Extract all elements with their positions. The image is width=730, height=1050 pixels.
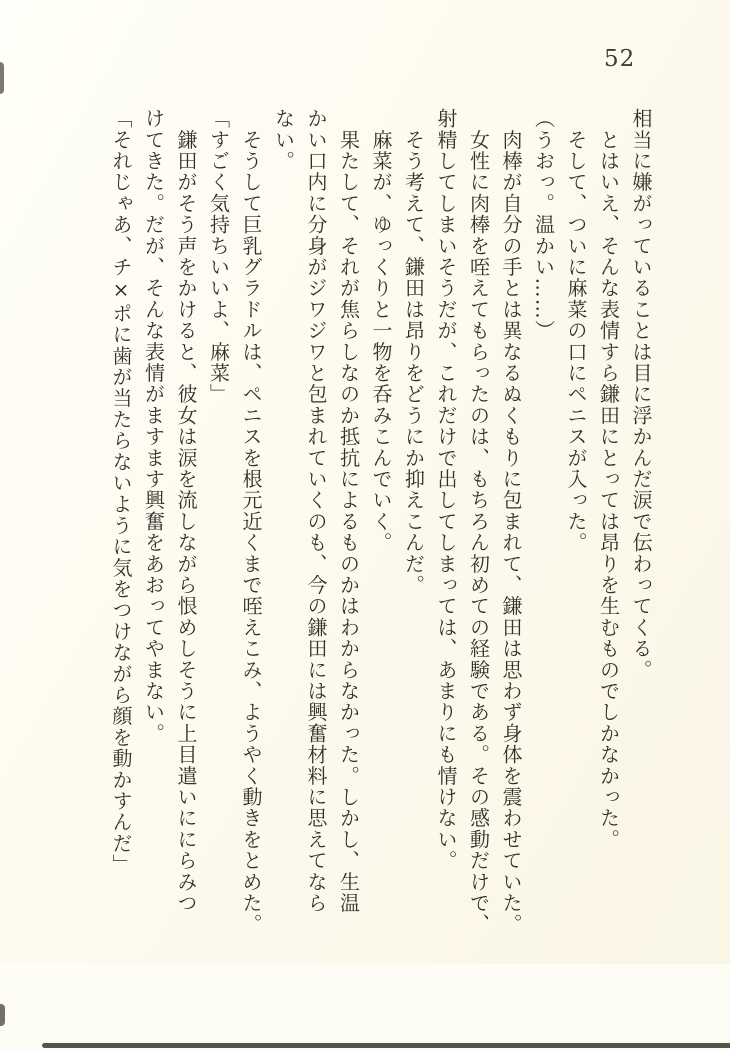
text-column: 麻菜が、ゆっくりと一物を呑みこんでいく。 xyxy=(369,108,393,554)
text-column: 鎌田がそう声をかけると、彼女は涙を流しながら恨めしそうに上目遣いににらみつ xyxy=(174,108,198,914)
scan-edge-mark xyxy=(0,1004,5,1026)
vertical-text-block xyxy=(105,108,658,954)
text-column: そう考えて、鎌田は昂りをどうにか抑えこんだ。 xyxy=(401,108,426,596)
text-column: 相当に嫌がっていることは目に浮かんだ涙で伝わってくる。 xyxy=(629,108,653,681)
text-column: そして、ついに麻菜の口にペニスが入った。 xyxy=(564,108,588,554)
text-column: 「すごく気持ちいいよ、麻菜」 xyxy=(206,108,231,405)
scan-edge-mark xyxy=(0,62,4,94)
text-column: とはいえ、そんな表情すら鎌田にとっては昂りを生むものでしかなかった。 xyxy=(596,108,621,850)
text-column: 射精してしまいそうだが、これだけで出してしまっては、あまりにも情けない。 xyxy=(434,108,458,872)
text-column: 女性に肉棒を咥えてもらったのは、もちろん初めての経験である。その感動だけで、 xyxy=(466,108,491,935)
text-column: （うおっ。温かい……） xyxy=(531,108,556,342)
text-column: 果たして、それが焦らしなのか抵抗によるものかはわからなかった。しかし、生温 xyxy=(336,108,361,914)
text-column: ない。 xyxy=(271,108,296,172)
page-number: 52 xyxy=(604,46,636,72)
text-column: けてきた。だが、そんな表情がますます興奮をあおってやまない。 xyxy=(141,108,166,744)
text-column: かい口内に分身がジワジワと包まれていくのも、今の鎌田には興奮材料に思えてなら xyxy=(304,108,328,914)
page-bottom-edge xyxy=(0,964,730,1050)
text-column: 肉棒が自分の手とは異なるぬくもりに包まれて、鎌田は思わず身体を震わせていた。 xyxy=(499,108,523,935)
text-column: 「それじゃあ、チ×ポに歯が当たらないように気をつけながら顔を動かすんだ」 xyxy=(109,108,133,876)
text-column: そうして巨乳グラドルは、ペニスを根元近くまで咥えこみ、ようやく動きをとめた。 xyxy=(239,108,263,935)
scan-edge-line xyxy=(42,1043,730,1048)
